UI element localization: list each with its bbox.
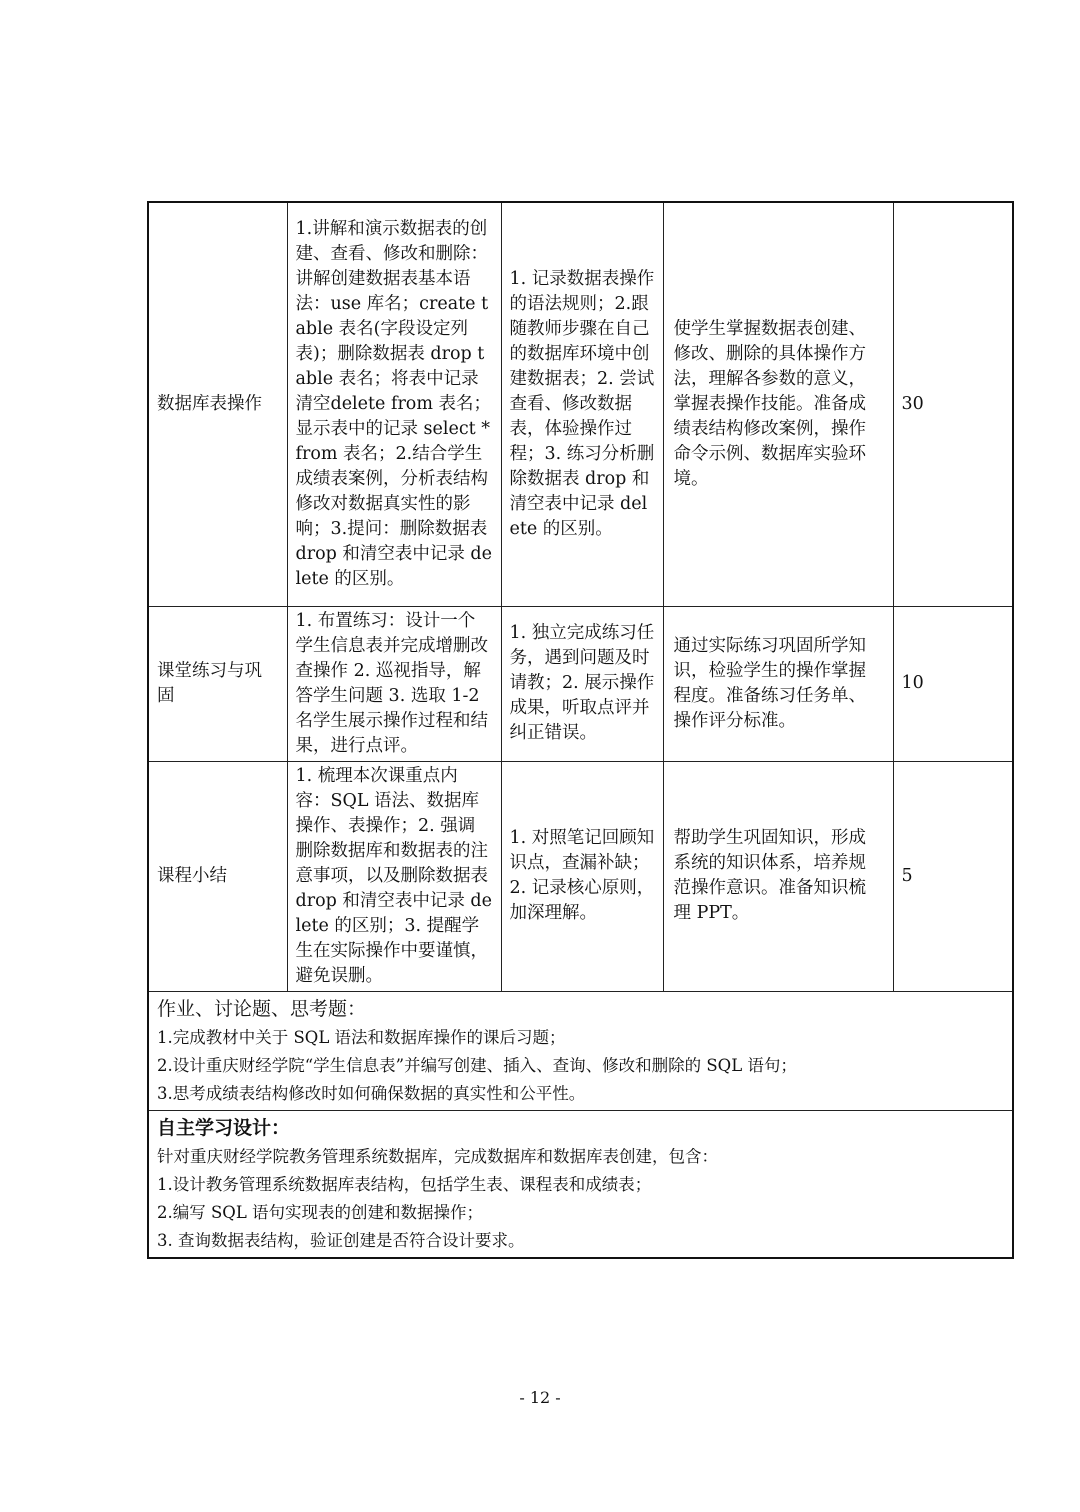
table-row <box>148 202 1013 606</box>
student-activity-text: 1. 独立完成练习任务，遇到问题及时请教；2. 展示操作成果，听取点评并纠正错误。 <box>509 623 655 743</box>
student-activity-cell <box>501 761 663 991</box>
stage-label: 课程小结 <box>157 865 227 886</box>
student-activity-cell <box>501 202 663 606</box>
teacher-activity-cell <box>287 606 501 761</box>
purpose-text: 使学生掌握数据表创建、修改、删除的具体操作方法，理解各参数的意义，掌握表操作技能。准备成绩表结构修改案例，操作命令示例、数据库实验环境。 <box>673 318 866 489</box>
self-study-section <box>148 1110 1013 1258</box>
purpose-cell <box>663 761 893 991</box>
teacher-activity-cell <box>287 202 501 606</box>
teacher-activity-text: 1.讲解和演示数据表的创建、查看、修改和删除：讲解创建数据表基本语法：use 库名；create table 表名(字段设定列表)；删除数据表 drop table 表名；将表中记录清空delete from 表名；显示表中的记录 select * from 表名；2.结合学生成绩表案例，分析表结构修改对数据真实性的影响；3.提问：删除数据表 drop 和清空表中记录 delete 的区别。 <box>295 218 492 589</box>
time-cell <box>893 202 1013 606</box>
table-row <box>148 761 1013 991</box>
page-number: - 12 - <box>519 1388 561 1407</box>
self-study-item: 1.设计教务管理系统数据库表结构，包括学生表、课程表和成绩表； <box>157 1174 652 1194</box>
homework-item: 1.完成教材中关于 SQL 语法和数据库操作的课后习题； <box>157 1027 566 1047</box>
stage-label: 课堂练习与巩固 <box>157 660 262 706</box>
purpose-cell <box>663 202 893 606</box>
table-row <box>148 606 1013 761</box>
time-cell <box>893 606 1013 761</box>
student-activity-cell <box>501 606 663 761</box>
purpose-text: 帮助学生巩固知识，形成系统的知识体系，培养规范操作意识。准备知识梳理 PPT。 <box>673 828 866 923</box>
student-activity-text: 1. 对照笔记回顾知识点，查漏补缺；2. 记录核心原则，加深理解。 <box>509 828 655 923</box>
time-minutes: 10 <box>901 673 924 693</box>
homework-title: 作业、讨论题、思考题： <box>157 997 367 1020</box>
time-minutes: 5 <box>901 865 913 886</box>
homework-row <box>148 991 1013 1110</box>
self-study-row <box>148 1110 1013 1258</box>
purpose-cell <box>663 606 893 761</box>
stage-cell <box>148 761 287 991</box>
homework-section <box>148 991 1013 1110</box>
purpose-text: 通过实际练习巩固所学知识，检验学生的操作掌握程度。准备练习任务单、操作评分标准。 <box>673 635 866 731</box>
homework-item: 3.思考成绩表结构修改时如何确保数据的真实性和公平性。 <box>157 1083 586 1103</box>
homework-item: 2.设计重庆财经学院“学生信息表”并编写创建、插入、查询、修改和删除的 SQL 语句； <box>157 1055 797 1075</box>
time-minutes: 30 <box>901 393 924 414</box>
stage-cell <box>148 202 287 606</box>
teacher-activity-text: 1. 布置练习：设计一个学生信息表并完成增删改查操作 2. 巡视指导，解答学生问题 3. 选取 1-2 名学生展示操作过程和结果，进行点评。 <box>295 610 488 756</box>
student-activity-text: 1. 记录数据表操作的语法规则；2.跟随教师步骤在自己的数据库环境中创建数据表；2. 尝试查看、修改数据表，体验操作过程；3. 练习分析删除数据表 drop 和清空表中记录 delete 的区别。 <box>509 268 655 539</box>
stage-cell <box>148 606 287 761</box>
self-study-item: 3. 查询数据表结构，验证创建是否符合设计要求。 <box>157 1230 525 1250</box>
stage-label: 数据库表操作 <box>157 393 262 414</box>
teacher-activity-cell <box>287 761 501 991</box>
time-cell <box>893 761 1013 991</box>
teacher-activity-text: 1. 梳理本次课重点内容：SQL 语法、数据库操作、表操作；2. 强调删除数据库和数据表的注意事项，以及删除数据表 drop 和清空表中记录 delete 的区别；3. 提醒学生在实际操作中要谨慎，避免误删。 <box>295 765 492 986</box>
self-study-title: 自主学习设计： <box>157 1116 291 1139</box>
self-study-item: 2.编写 SQL 语句实现表的创建和数据操作； <box>157 1202 484 1222</box>
lesson-plan-table <box>147 201 1014 1259</box>
self-study-intro: 针对重庆财经学院教务管理系统数据库，完成数据库和数据库表创建，包含： <box>157 1146 718 1166</box>
